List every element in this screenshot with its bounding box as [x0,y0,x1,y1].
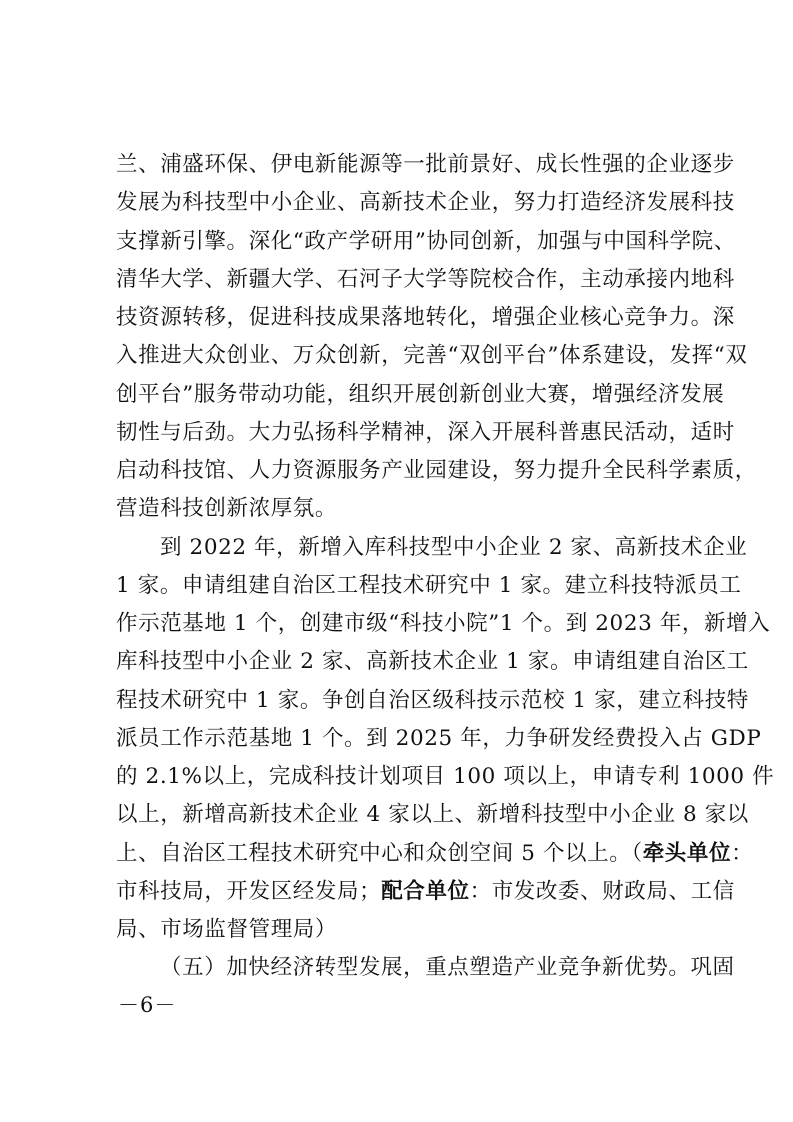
lead-unit-label: 牵头单位 [642,840,732,866]
section-heading-line [116,949,735,987]
text-line: 创平台”服务带动功能，组织开展创新创业大赛，增强经济发展 [116,381,725,407]
text-line: 以上，新增高新技术企业 4 家以上、新增科技型中小企业 8 家以 [116,802,749,828]
text-line: 程技术研究中 1 家。争创自治区级科技示范校 1 家，建立科技特 [116,687,749,713]
text-line: 入推进大众创业、万众创新，完善“双创平台”体系建设，发挥“双 [116,343,748,369]
text-line: 派员工作示范基地 1 个。到 2025 年，力争研发经费投入占 GDP [116,725,762,751]
paragraph-first-line [116,529,748,567]
text-line: 的 2.1%以上，完成科技计划项目 100 项以上，申请专利 1000 件 [116,764,775,789]
cooperating-unit-label: 配合单位 [381,878,470,904]
text-run: 上、自治区工程技术研究中心和众创空间 5 个以上。（ [116,840,643,866]
text-line: 启动科技馆、人力资源服务产业园建设，努力提升全民科学素质， [116,458,757,483]
text-line: 发展为科技型中小企业、高新技术企业，努力打造经济发展科技 [116,190,735,216]
text-run: ：市发改委、财政局、工信 [469,878,735,904]
text-line [116,835,754,873]
text-line: 兰、浦盛环保、伊电新能源等一批前景好、成长性强的企业逐步 [116,152,735,177]
text-line: 营造科技创新浓厚氛。 [116,496,338,522]
text-line: 库科技型中小企业 2 家、高新技术企业 1 家。申请组建自治区工 [116,649,749,675]
text-line: 局、市场监督管理局） [116,917,338,942]
text-line: 支撑新引擎。深化“政产学研用”协同创新，加强与中国科学院、 [116,228,736,254]
text-run: ： [731,840,754,866]
text-line: 技资源转移，促进科技成果落地转化，增强企业核心竞争力。深 [116,305,735,330]
body-text [116,146,775,988]
text-line [116,873,735,911]
text-run: 到 2022 年，新增入库科技型中小企业 2 家、高新技术企业 [160,534,748,560]
page-number: －6－ [118,993,177,1017]
text-line: 清华大学、新疆大学、石河子大学等院校合作，主动承接内地科 [116,266,735,292]
text-line: 1 家。申请组建自治区工程技术研究中 1 家。建立科技特派员工 [116,572,742,598]
text-line: 韧性与后劲。大力弘扬科学精神，深入开展科普惠民活动，适时 [116,419,735,445]
section-heading: （五）加快经济转型发展，重点塑造产业竞争新优势。巩固 [160,955,735,981]
text-line: 作示范基地 1 个，创建市级“科技小院”1 个。到 2023 年，新增入 [116,611,771,636]
text-run: 市科技局，开发区经发局； [116,878,382,904]
